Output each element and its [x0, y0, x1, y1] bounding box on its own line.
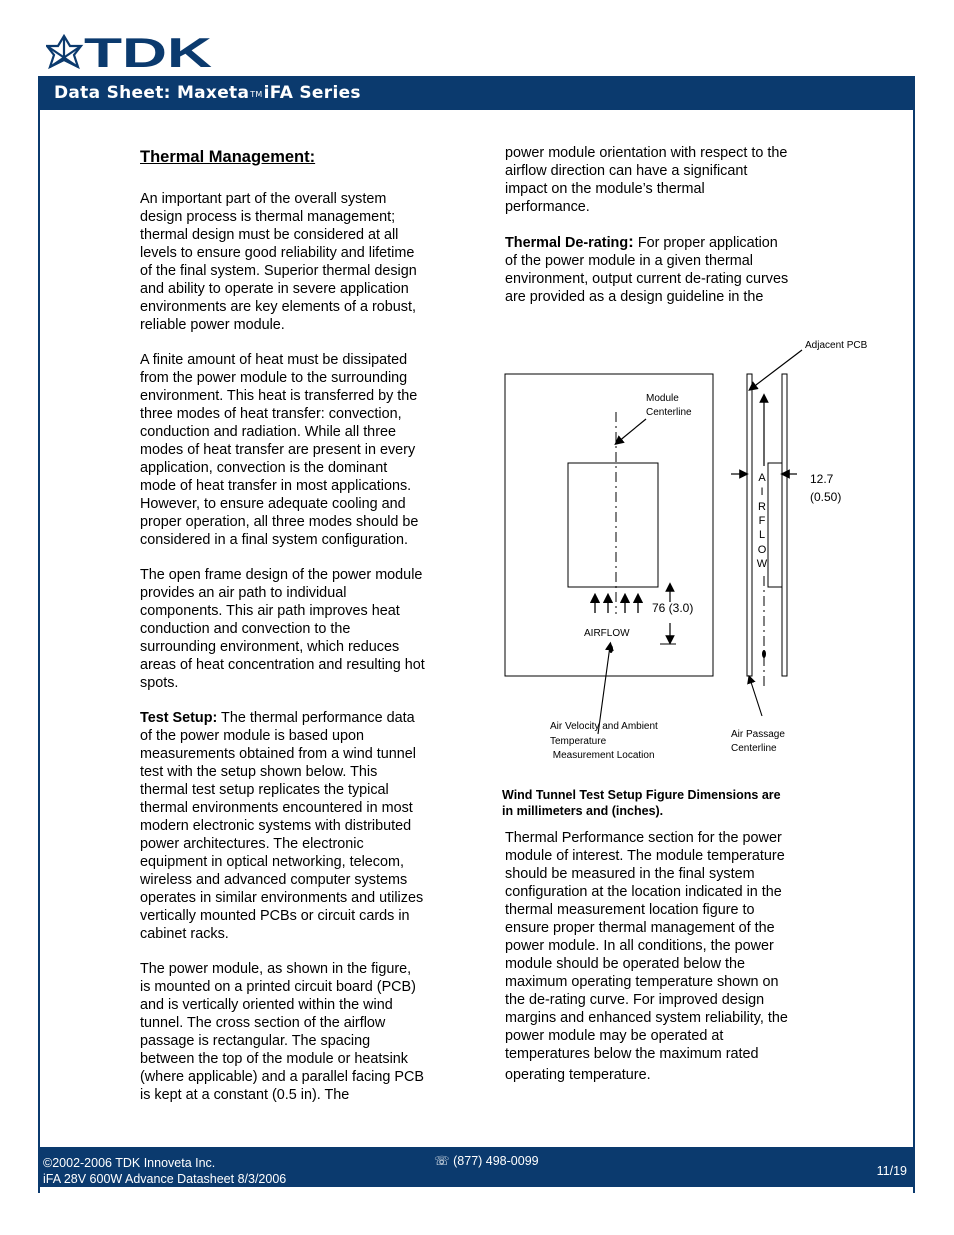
wind-tunnel-figure — [500, 336, 880, 766]
left-column — [140, 147, 460, 1121]
svg-text:W: W — [756, 558, 768, 570]
air-velocity-label-3: Measurement Location — [550, 750, 655, 761]
figure-caption: Wind Tunnel Test Setup Figure Dimensions are in millimeters and (inches). — [502, 788, 781, 818]
page-number: 11/19 — [876, 1164, 907, 1178]
air-passage-label-1: Air Passage — [731, 729, 785, 740]
footer-frame-edge — [38, 1187, 915, 1193]
tdk-logo-text: TDK — [84, 34, 212, 70]
module-pcb-board — [747, 374, 752, 676]
header-bar — [38, 76, 915, 110]
section-heading: Thermal Management: — [140, 148, 316, 166]
svg-text:R: R — [758, 501, 766, 513]
footer-bar — [38, 1147, 915, 1187]
right-column-bottom — [505, 829, 825, 1101]
svg-text:A: A — [758, 472, 766, 484]
header-title — [54, 83, 361, 103]
paragraph-test-setup: Test Setup: The thermal performance data of the power module is based upon measurements obtained from a wind tunnel test with the setup shown below. This thermal test setup replicates the typical thermal environments encountered in most modern electronic systems with distributed power architectures. The electronic equipment in optical networking, telecom, wireless and advanced computer systems operates in similar environments and utilizes vertically mounted PCBs or circuit cards in cabinet racks. — [140, 710, 424, 942]
header-title-series: iFA Series — [263, 83, 361, 103]
svg-text:F: F — [758, 515, 766, 527]
module-centerline-label-2: Centerline — [646, 407, 692, 418]
power-module-outline — [568, 463, 658, 587]
header-title-main: Data Sheet: Maxeta — [54, 83, 250, 103]
svg-text:I: I — [760, 486, 764, 498]
paragraph-heat-transfer: A finite amount of heat must be dissipated from the power module to the surrounding environment. This heat is transferred by the three modes of heat transfer: convection, conduction and radiation. While all three modes of heat transfer are present in every application, convection is the dominant mode of heat transfer in most applications. However, to ensure adequate cooling and proper operation, all three modes should be considered in a final system configuration. — [140, 352, 419, 548]
trademark-mark: TM — [250, 90, 263, 99]
phone-number: (877) 498-0099 — [453, 1154, 539, 1168]
paragraph-pcb-mounting: The power module, as shown in the figure, is mounted on a printed circuit board (PCB) and is vertically oriented within the wind tunnel. The cross section of the airflow passage is rectangular. The spacing between the top of the module or heatsink (where applicable) and a parallel facing PCB is kept at a constant (0.5 in). The — [140, 961, 424, 1103]
airflow-label: AIRFLOW — [584, 628, 630, 639]
paragraph-orientation: power module orientation with respect to the airflow direction can have a significant impact on the module’s thermal performance. — [505, 145, 788, 215]
test-setup-label: Test Setup: — [140, 710, 218, 726]
telephone-icon: ☏ — [434, 1154, 450, 1168]
svg-text:L: L — [758, 529, 766, 541]
footer-phone — [434, 1153, 539, 1168]
air-passage-pointer — [750, 679, 762, 716]
right-column-top — [505, 144, 825, 323]
tdk-emblem-icon — [47, 36, 81, 67]
dim-12-mm-label: 12.7 — [810, 472, 834, 486]
passage-measurement-marker — [762, 650, 766, 658]
adjacent-pcb-label: Adjacent PCB — [805, 340, 868, 351]
air-velocity-label-1: Air Velocity and Ambient — [550, 721, 658, 732]
adjacent-pcb-pointer — [752, 350, 802, 388]
dim-76-label: 76 (3.0) — [652, 601, 694, 615]
module-side-profile — [768, 463, 782, 587]
module-centerline-pointer — [618, 419, 646, 442]
paragraph-derating: Thermal De-rating: For proper application of the power module in a given thermal environment, output current de-rating curves are provided as a design guideline in the — [505, 232, 789, 305]
svg-text:O: O — [757, 544, 767, 556]
adjacent-pcb-board — [782, 374, 787, 676]
footer-copyright — [43, 1155, 286, 1187]
paragraph-thermal-performance: Thermal Performance section for the power module of interest. The module temperature should be measured in the final system configuration at the location indicated in the thermal measurement location figure to ensure proper thermal management of the power module. In all conditions, the power module should be operated below the maximum operating temperature shown on the de-rating curve. For improved design margins and enhanced system reliability, the power module may be operated at temperatures below the maximum rated operating temperature. — [505, 830, 788, 1083]
air-passage-label-2: Centerline — [731, 743, 777, 754]
paragraph-open-frame: The open frame design of the power module provides an air path to individual components. This air path improves heat conduction and convection to the surrounding environment, which reduces areas of heat concentration and resulting hot spots. — [140, 567, 425, 691]
derating-label: Thermal De-rating: — [505, 232, 634, 251]
measurement-point-marker — [609, 645, 613, 653]
document-info: iFA 28V 600W Advance Datasheet 8/3/2006 — [43, 1172, 287, 1186]
paragraph-thermal-intro: An important part of the overall system design process is thermal management; thermal design must be considered at all levels to ensure good reliability and lifetime of the final system. Superior thermal design and ability to operate in severe application environments are key elements of a robust, reliable power module. — [140, 191, 417, 333]
copyright-text: ©2002-2006 TDK Innoveta Inc. — [43, 1156, 216, 1170]
airflow-vertical-label — [757, 472, 768, 570]
air-velocity-label-2: Temperature — [550, 736, 607, 747]
tdk-logo — [46, 34, 216, 70]
module-centerline-label-1: Module — [646, 393, 679, 404]
dim-12-inch-label: (0.50) — [810, 490, 842, 504]
